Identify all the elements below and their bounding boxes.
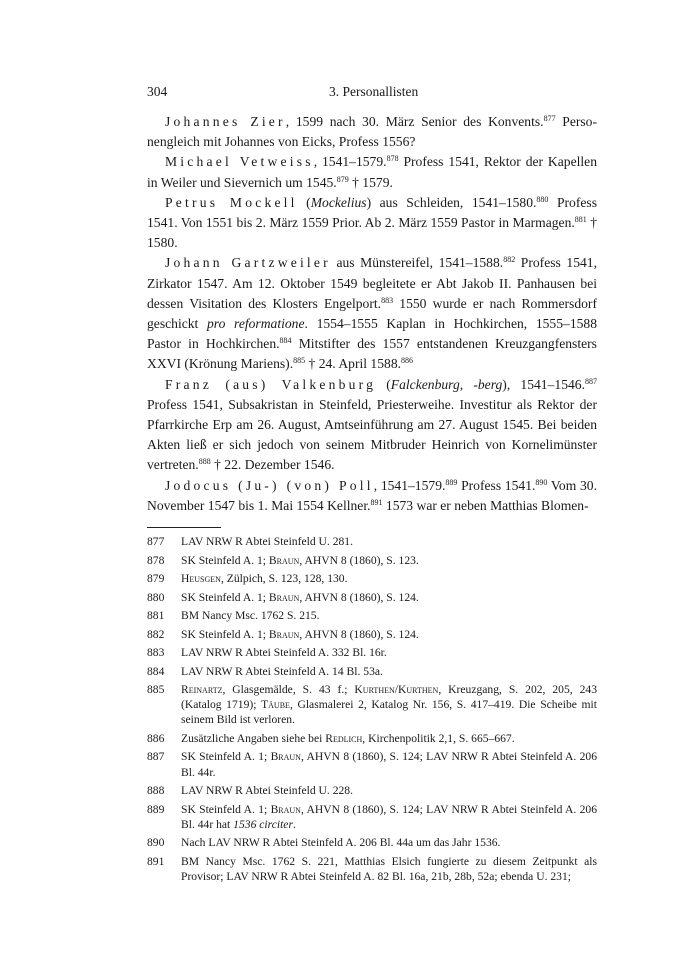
person-entry (147, 193, 597, 254)
footnote-text (181, 645, 597, 660)
text-run: SK Steinfeld A. 1; (181, 553, 269, 567)
author-name: Braun (268, 627, 300, 641)
footnote (147, 608, 597, 623)
footnote (147, 534, 597, 549)
text-run: LAV NRW R Abtei Steinfeld U. 228. (181, 784, 353, 798)
text-run: 1573 war er neben Matthias Blomen- (382, 497, 589, 513)
italic-text: 1536 circiter (233, 817, 293, 831)
footnote-number: 880 (147, 590, 165, 604)
text-run: Mitstifter des 1557 entstandenen Kreuzgangfensters XXVI (Krönung Mariens). (147, 336, 597, 372)
text-run: † 1580. (147, 215, 597, 251)
text-run: , Kirchenpolitik 2,1, S. 665–667. (362, 731, 515, 745)
footnote-ref: 888 (198, 457, 211, 467)
footnote-ref: 891 (370, 497, 383, 507)
text-run: ), 1541–1546. (502, 376, 585, 392)
author-name: Heusgen (181, 572, 221, 586)
footnote-text (181, 783, 597, 798)
text-run: . 1554–1555 Kaplan in Hochkirchen, 1555–1588 Pastor in Hochkirchen. (147, 316, 598, 352)
text-run: , Glasgemälde, S. 43 f.; (222, 683, 355, 697)
footnote-number: 891 (147, 854, 165, 868)
footnote-ref: 877 (543, 114, 556, 123)
footnote (147, 664, 597, 679)
person-name: Johannes Zier (165, 114, 286, 129)
text-run: , Zülpich, S. 123, 128, 130. (220, 572, 348, 586)
footnote-ref: 879 (336, 174, 349, 184)
footnote-number: 883 (147, 646, 165, 660)
text-run: BM Nancy Msc. 1762 S. 221, Matthias Elsich fungierte zu diesem Zeitpunkt als Provisor; LAV NRW R Abtei Steinfeld A. 82 Bl. 16a, 21b, 28b, 52a; ebenda U. 231; (181, 854, 597, 884)
footnote (147, 627, 597, 642)
text-run: ( (376, 376, 391, 392)
footnote (147, 835, 597, 850)
footnote (147, 645, 597, 660)
author-name: Braun (268, 553, 300, 567)
footnote-text (181, 802, 597, 832)
footnote-number: 884 (147, 664, 165, 678)
footnote (147, 571, 597, 586)
footnote-ref: 885 (293, 356, 306, 366)
footnote-ref: 882 (503, 255, 516, 265)
footnote-text (181, 854, 597, 884)
text-run: Profess 1541, Zirkator 1547. Am 12. Oktober 1549 begleitete er Abt Jakob II. Panhausen bei dessen Visitation des Klosters Engelport. (147, 255, 597, 311)
italic-text: Mockelius (310, 194, 367, 210)
text-run: , AHVN 8 (1860), S. 124; LAV NRW R Abtei Steinfeld A. 206 Bl. 44r hat (181, 802, 597, 831)
footnote-ref: 887 (584, 376, 597, 386)
text-run: Profess 1541, Subsakristan in Steinfeld, Priesterweihe. Investitur als Rektor der Pfarrkirche Erp am 26. August, Amtseinführung am 27. August 1545. Bei beiden Akten ließ er sich jedoch von seinem Mitbruder Heinrich von Kornelimünster vertreten. (147, 396, 597, 473)
person-entry (147, 476, 597, 516)
footnote-ref: 878 (386, 154, 399, 164)
footnote-text (181, 682, 597, 728)
text-run: SK Steinfeld A. 1; (181, 802, 271, 816)
text-run: Personengleich mit Johannes von Eicks, Profess 1556? (147, 114, 597, 150)
footnote (147, 553, 597, 568)
text-run: , (459, 376, 474, 392)
text-run: † 22. Dezember 1546. (210, 457, 335, 473)
footnote (147, 590, 597, 605)
text-run: LAV NRW R Abtei Steinfeld A. 14 Bl. 53a. (181, 664, 383, 678)
footnote-ref: 883 (381, 295, 394, 305)
person-name: Johann Gartzweiler (165, 255, 331, 271)
text-run: , 1541–1579. (313, 154, 387, 170)
text-run: ) aus Schleiden, 1541–1580. (366, 194, 537, 210)
chapter-title: 3. Personallisten (329, 84, 419, 99)
footnote-text (181, 835, 597, 850)
footnote-text (181, 627, 597, 642)
text-run: , AHVN 8 (1860), S. 124. (299, 627, 419, 641)
footnote-text (181, 534, 597, 549)
text-run: LAV NRW R Abtei Steinfeld U. 281. (181, 535, 353, 549)
footnote-number: 889 (147, 802, 165, 816)
footnote-ref: 881 (574, 215, 587, 225)
footnote-text (181, 749, 597, 779)
footnote-number: 890 (147, 836, 165, 850)
text-run: BM Nancy Msc. 1762 S. 215. (181, 609, 320, 623)
text-run: † 1579. (348, 174, 393, 190)
text-run: Nach LAV NRW R Abtei Steinfeld A. 206 Bl. 44a um das Jahr 1536. (181, 836, 501, 850)
footnote (147, 731, 597, 746)
footnote-number: 886 (147, 731, 165, 745)
footnote-ref: 886 (401, 356, 414, 366)
text-run: aus Münstereifel, 1541–1588. (330, 255, 504, 271)
person-entry (147, 253, 597, 374)
text-run: , Glasmalerei 2, Katalog Nr. 156, S. 417–419. Die Scheibe mit seinem Bild ist verloren. (181, 698, 597, 727)
text-run: , AHVN 8 (1860), S. 124; LAV NRW R Abtei Steinfeld A. 206 Bl. 44r. (181, 750, 597, 779)
text-run: SK Steinfeld A. 1; (181, 627, 269, 641)
footnote-number: 887 (147, 750, 165, 764)
footnote-number: 881 (147, 609, 165, 623)
footnote-ref: 880 (536, 194, 549, 204)
text-run: 1550 wurde er nach Rommersdorf geschickt (147, 295, 597, 332)
text-run: , Kreuzgang, S. 202, 205, 243 (Katalog 1719); (181, 683, 597, 712)
footnote-text (181, 571, 597, 586)
text-run: ( (297, 194, 311, 210)
footnote (147, 749, 597, 779)
author-name: Kurthen/Kurthen (354, 683, 439, 697)
italic-text: -berg (473, 376, 503, 392)
author-name: Täube (261, 698, 290, 712)
footnote-text (181, 608, 597, 623)
author-name: Braun (270, 750, 301, 764)
footnote (147, 783, 597, 798)
text-run: , 1541–1579. (373, 477, 446, 493)
text-run: LAV NRW R Abtei Steinfeld A. 332 Bl. 16r. (181, 646, 387, 660)
text-run: SK Steinfeld A. 1; (181, 590, 269, 604)
text-run: Profess 1541, Rektor der Kapellen in Weiler und Sievernich um 1545. (147, 154, 597, 190)
italic-text: Falckenburg (390, 376, 460, 392)
footnote-text (181, 553, 597, 568)
footnotes (147, 534, 597, 884)
footnote-text (181, 731, 597, 746)
footnote-number: 879 (147, 572, 165, 586)
book-page (147, 84, 597, 888)
running-head (147, 84, 597, 106)
person-entry (147, 375, 597, 476)
footnote (147, 854, 597, 884)
person-name: Petrus Mockell (165, 194, 298, 210)
text-run: Profess 1541. (457, 477, 536, 493)
footnote-number: 885 (147, 683, 165, 697)
person-entry (147, 112, 597, 152)
author-name: Reinartz (181, 683, 223, 697)
text-run: , AHVN 8 (1860), S. 124. (299, 590, 419, 604)
footnote (147, 802, 597, 832)
author-name: Braun (268, 590, 300, 604)
author-name: Redlich (325, 731, 363, 745)
footnote-text (181, 664, 597, 679)
footnote-number: 888 (147, 784, 165, 798)
footnote-ref: 889 (445, 477, 458, 487)
text-run: Profess 1541. Von 1551 bis 2. März 1559 Prior. Ab 2. März 1559 Pastor in Marmagen. (147, 194, 597, 231)
person-entry (147, 152, 597, 192)
main-text (147, 112, 597, 516)
footnote (147, 682, 597, 728)
footnote-number: 877 (147, 535, 165, 549)
footnote-number: 882 (147, 627, 165, 641)
text-run: Vom 30. November 1547 bis 1. Mai 1554 Kellner. (147, 477, 597, 513)
text-run: SK Steinfeld A. 1; (181, 750, 271, 764)
text-run: . (292, 817, 296, 831)
text-run: † 24. April 1588. (305, 356, 402, 372)
footnote-ref: 884 (279, 336, 292, 346)
text-run: , 1599 nach 30. März Senior des Konvents. (285, 114, 544, 129)
text-run: Zusätzliche Angaben siehe bei (181, 731, 326, 745)
footnote-ref: 890 (535, 477, 548, 487)
person-name: Michael Vetweiss (165, 154, 314, 170)
person-name: Franz (aus) Valkenburg (165, 376, 377, 392)
person-name: Jodocus (Ju-) (von) Poll (165, 477, 374, 493)
italic-text: pro reformatione (207, 316, 305, 332)
page-number: 304 (147, 84, 168, 99)
text-run: , AHVN 8 (1860), S. 123. (299, 553, 419, 567)
footnote-rule (147, 527, 221, 528)
footnote-number: 878 (147, 553, 165, 567)
footnote-text (181, 590, 597, 605)
author-name: Braun (270, 802, 301, 816)
